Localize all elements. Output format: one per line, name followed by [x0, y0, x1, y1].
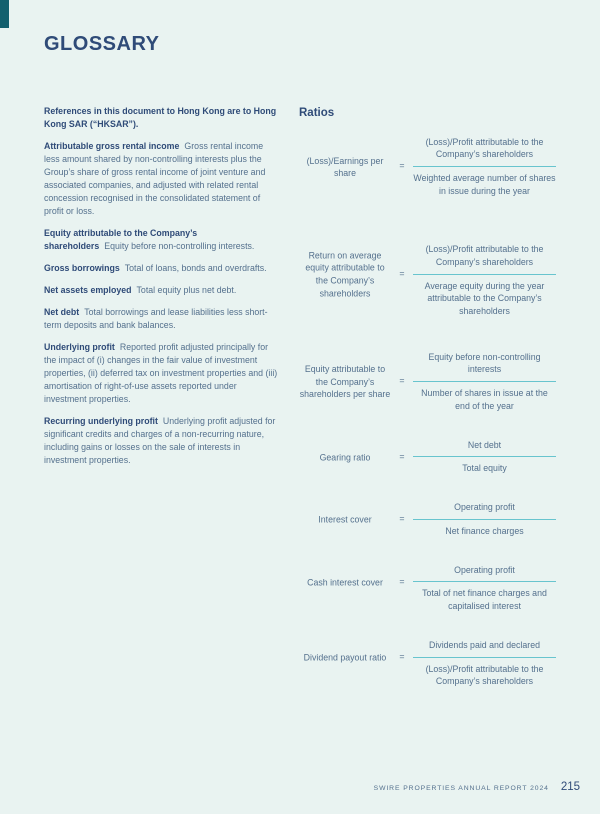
formula-denominator: Total of net finance charges and capitalised interest: [422, 588, 547, 612]
glossary-entry: [44, 341, 281, 406]
equals-sign: =: [399, 268, 405, 279]
formula-numerator: (Loss)/Profit attributable to the Company’s shareholders: [413, 243, 556, 275]
formula-numerator: Equity before non-controlling interests: [413, 351, 556, 383]
ratio-formula: [299, 501, 556, 538]
glossary-entry: [44, 227, 281, 253]
equals-sign: =: [399, 160, 405, 171]
ratio-name: Equity attributable to the Company’s shareholders per share: [299, 364, 391, 400]
formula-numerator: Net debt: [413, 439, 556, 458]
glossary-term: Gross borrowings: [44, 263, 120, 274]
glossary-entry: [44, 262, 281, 275]
equals-sign: =: [399, 576, 405, 587]
formula-denominator: Number of shares in issue at the end of the year: [421, 388, 548, 411]
glossary-term: Recurring underlying profit: [44, 416, 158, 427]
formula-numerator: Dividends paid and declared: [413, 639, 556, 658]
ratio-name: Return on average equity attributable to the Company’s shareholders: [305, 250, 385, 299]
glossary-definition-text: Equity before non-controlling interests.: [104, 241, 255, 252]
ratio-name: Dividend payout ratio: [303, 652, 387, 663]
ratio-formula: [299, 136, 556, 198]
formula-denominator: Weighted average number of shares in issue during the year: [413, 173, 556, 196]
glossary-entry: [44, 415, 281, 467]
glossary-entry: [44, 140, 281, 218]
equals-sign: =: [399, 375, 405, 386]
page-number: 215: [560, 781, 580, 793]
two-column-layout: [44, 105, 556, 714]
glossary-definition-text: Total borrowings and lease liabilities less short-term deposits and bank balances.: [44, 307, 268, 331]
glossary-term: Attributable gross rental income: [44, 141, 180, 152]
glossary-definition-text: Total of loans, bonds and overdrafts.: [124, 263, 267, 274]
ratios-column: [299, 105, 556, 714]
equals-sign: =: [399, 651, 405, 662]
glossary-entry: [44, 284, 281, 297]
ratio-name: Interest cover: [318, 514, 372, 525]
formula-numerator: (Loss)/Profit attributable to the Company’s shareholders: [413, 136, 556, 168]
glossary-term: Net debt: [44, 307, 80, 318]
glossary-entry-list: [44, 140, 281, 467]
formula-numerator: Operating profit: [413, 501, 556, 520]
glossary-definitions-column: [44, 105, 281, 714]
ratios-heading: Ratios: [299, 107, 335, 119]
glossary-term: Equity attributable to the Company’s shareholders: [44, 228, 198, 252]
formula-numerator: Operating profit: [413, 564, 556, 583]
formula-denominator: Net finance charges: [445, 525, 524, 536]
ratio-name: Gearing ratio: [319, 452, 371, 463]
formula-denominator: (Loss)/Profit attributable to the Company’s shareholders: [425, 663, 544, 687]
formula-denominator: Total equity: [462, 463, 507, 474]
ratio-formula: [299, 639, 556, 688]
equals-sign: =: [399, 513, 405, 524]
glossary-definition-text: Reported profit adjusted principally for the impact of (i) changes in the fair value of investment properties, (ii) deferred tax on investment properties and (iii) amortisation of right-of-use assets reported under investment properties.: [44, 342, 278, 405]
glossary-term: Net assets employed: [44, 285, 132, 296]
equals-sign: =: [399, 451, 405, 462]
glossary-entry: [44, 306, 281, 332]
report-name-label: SWIRE PROPERTIES ANNUAL REPORT 2024: [373, 785, 549, 792]
glossary-definition-text: Total equity plus net debt.: [136, 285, 237, 296]
hksar-reference-note: References in this document to Hong Kong are to Hong Kong SAR (“HKSAR”).: [44, 106, 277, 130]
glossary-definition-text: Gross rental income less amount shared by non-controlling interests plus the Group’s share of gross rental income of joint venture and associated companies, and adjusted with related rental concession recognised in the consolidated statement of profit or loss.: [44, 141, 266, 217]
glossary-term: Underlying profit: [44, 342, 115, 353]
ratio-formula: [299, 344, 556, 413]
ratio-formula: [299, 564, 556, 613]
glossary-definition-text: Underlying profit adjusted for significant credits and charges of a non-recurring nature, including gains or losses on the sale of interests in investment properties.: [44, 416, 276, 466]
ratio-formula: [299, 224, 556, 318]
ratio-formula-list: [299, 136, 556, 689]
ratio-name: (Loss)/Earnings per share: [306, 155, 384, 179]
ratio-name: Cash interest cover: [307, 577, 383, 588]
page-edge-tab: [0, 0, 9, 28]
page-title: GLOSSARY: [44, 33, 160, 55]
page-footer: [374, 781, 580, 793]
ratio-formula: [299, 439, 556, 476]
formula-denominator: Average equity during the year attributable to the Company’s shareholders: [424, 280, 545, 317]
